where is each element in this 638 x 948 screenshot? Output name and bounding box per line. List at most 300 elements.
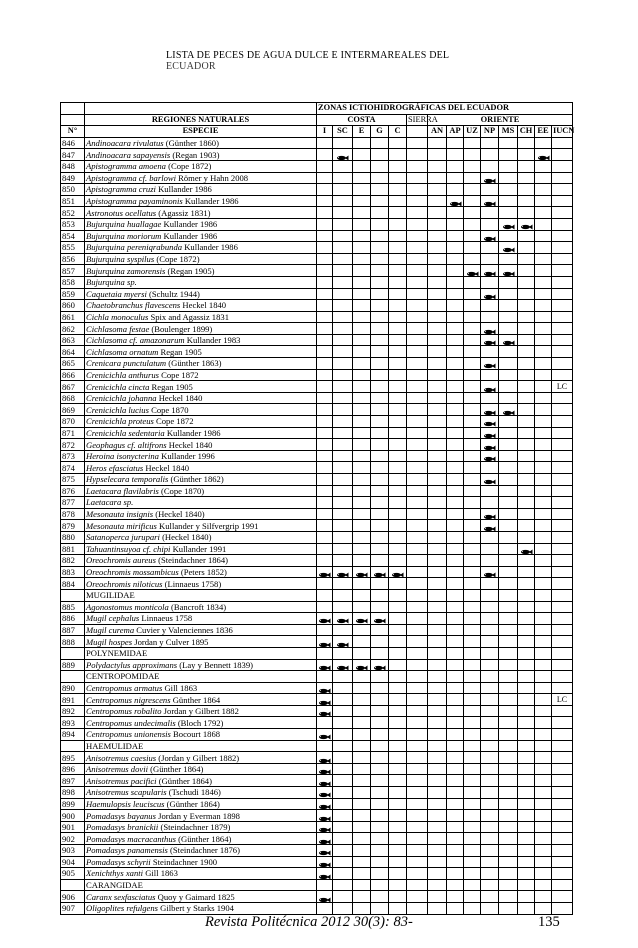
zone-cell [518, 416, 535, 428]
zone-cell [535, 334, 552, 346]
zone-cell [535, 276, 552, 288]
fish-presence-icon [355, 616, 368, 622]
zone-cell [371, 265, 389, 277]
zone-cell [464, 288, 481, 300]
iucn-status [552, 868, 573, 880]
species-cell [85, 300, 317, 312]
species-number: 893 [61, 717, 85, 729]
zone-cell [353, 381, 371, 393]
species-cell [85, 810, 317, 822]
zone-cell [535, 149, 552, 161]
zone-cell [317, 218, 333, 230]
species-row [61, 485, 573, 497]
fish-presence-icon [502, 269, 515, 275]
zone-column-header: AP [447, 126, 464, 138]
zone-cell [371, 149, 389, 161]
zone-cell [447, 439, 464, 451]
species-number: 884 [61, 578, 85, 590]
zone-cell [535, 508, 552, 520]
zone-cell [499, 207, 518, 219]
zone-cell [464, 323, 481, 335]
zone-cell [389, 555, 407, 567]
scientific-name: Cichlasoma festae [86, 323, 150, 334]
iucn-status [552, 659, 573, 671]
zone-cell [447, 682, 464, 694]
zone-cell [371, 485, 389, 497]
species-number: 859 [61, 288, 85, 300]
zone-cell [371, 253, 389, 265]
zone-cell [447, 184, 464, 196]
zone-cell [371, 230, 389, 242]
zone-cell [407, 601, 428, 613]
zone-cell [317, 381, 333, 393]
zone-cell [481, 520, 499, 532]
zone-cell [333, 450, 353, 462]
scientific-name: Centropomus robalito [86, 706, 162, 717]
iucn-status [552, 404, 573, 416]
fish-presence-icon [483, 431, 496, 437]
zone-cell [317, 195, 333, 207]
zone-cell [499, 856, 518, 868]
species-author: Gilbert y Starks 1904 [158, 903, 234, 914]
species-author: Kullander 1996 [158, 451, 215, 462]
zone-cell [371, 531, 389, 543]
scientific-name: Chaetobranchus flavescens [86, 300, 181, 311]
zone-cell [499, 833, 518, 845]
zone-cell [428, 694, 447, 706]
zone-cell [428, 636, 447, 648]
zone-cell [535, 404, 552, 416]
iucn-status [552, 775, 573, 787]
zone-cell [518, 474, 535, 486]
zone-cell [353, 891, 371, 903]
zone-cell [333, 439, 353, 451]
zone-cell [481, 253, 499, 265]
zone-cell [447, 787, 464, 799]
zone-cell [407, 358, 428, 370]
zone-cell [353, 172, 371, 184]
iucn-status [552, 636, 573, 648]
species-row [61, 404, 573, 416]
iucn-status [552, 346, 573, 358]
zone-cell [407, 381, 428, 393]
species-author: (Bancroft 1834) [168, 601, 227, 612]
iucn-status [552, 334, 573, 346]
zone-cell [333, 207, 353, 219]
zone-cell [333, 601, 353, 613]
species-cell [85, 624, 317, 636]
zone-cell [428, 543, 447, 555]
iucn-status [552, 195, 573, 207]
species-row [61, 358, 573, 370]
zone-cell [317, 242, 333, 254]
zone-cell [353, 184, 371, 196]
species-number: 869 [61, 404, 85, 416]
zone-cell [481, 868, 499, 880]
zone-cell [333, 253, 353, 265]
iucn-status [552, 717, 573, 729]
zone-cell [464, 497, 481, 509]
zone-cell [389, 265, 407, 277]
species-cell [85, 578, 317, 590]
zone-cell [447, 694, 464, 706]
zone-cell [518, 358, 535, 370]
zone-cell [317, 450, 333, 462]
scientific-name: Oreochromis mossambicus [86, 567, 179, 578]
zone-cell [353, 218, 371, 230]
species-number: 881 [61, 543, 85, 555]
zone-cell [428, 531, 447, 543]
zone-cell [407, 450, 428, 462]
scientific-name: Cichlasoma cf. amazonarum [86, 335, 185, 346]
zone-cell [428, 485, 447, 497]
fish-presence-icon [318, 767, 331, 773]
zone-cell [535, 172, 552, 184]
zone-cell [371, 474, 389, 486]
zone-cell [317, 821, 333, 833]
species-number: 903 [61, 845, 85, 857]
zone-cell [464, 508, 481, 520]
zone-cell [535, 578, 552, 590]
zone-cell [333, 566, 353, 578]
zone-cell [389, 160, 407, 172]
species-number: 850 [61, 184, 85, 196]
zone-cell [353, 682, 371, 694]
zone-cell [481, 172, 499, 184]
zone-cell [518, 868, 535, 880]
zone-cell [371, 207, 389, 219]
scientific-name: Centropomus armatus [86, 682, 163, 693]
zone-cell [535, 346, 552, 358]
zone-cell [428, 902, 447, 914]
family-row [61, 671, 573, 683]
zone-cell [428, 659, 447, 671]
fish-presence-icon [483, 419, 496, 425]
fish-presence-icon [483, 477, 496, 483]
scientific-name: Satanoperca jurupari [86, 532, 160, 543]
zone-cell [518, 288, 535, 300]
zone-cell [389, 636, 407, 648]
zone-cell [481, 555, 499, 567]
species-number: 863 [61, 334, 85, 346]
species-number: 904 [61, 856, 85, 868]
family-row [61, 647, 573, 659]
zone-cell [499, 520, 518, 532]
zone-cell [407, 787, 428, 799]
zone-cell [518, 346, 535, 358]
zone-cell [333, 160, 353, 172]
species-row [61, 172, 573, 184]
fish-presence-icon [318, 779, 331, 785]
zone-cell [499, 230, 518, 242]
zone-cell [389, 787, 407, 799]
coast-label: COSTA [317, 114, 407, 126]
zone-cell [464, 787, 481, 799]
zone-cell [371, 775, 389, 787]
zone-cell [389, 311, 407, 323]
zone-cell [464, 555, 481, 567]
zone-cell [535, 392, 552, 404]
zone-cell [407, 868, 428, 880]
zone-cell [389, 729, 407, 741]
species-number: 864 [61, 346, 85, 358]
zone-cell [481, 682, 499, 694]
zone-cell [447, 218, 464, 230]
zone-cell [518, 787, 535, 799]
species-number: 866 [61, 369, 85, 381]
zone-cell [407, 845, 428, 857]
zone-cell [317, 775, 333, 787]
species-number: 891 [61, 694, 85, 706]
zone-cell [353, 462, 371, 474]
zone-cell [317, 230, 333, 242]
iucn-status [552, 682, 573, 694]
zone-cell [407, 810, 428, 822]
species-cell [85, 276, 317, 288]
zone-cell [518, 137, 535, 149]
zone-cell [333, 729, 353, 741]
scientific-name: Apistogramma payaminonis [86, 196, 183, 207]
zone-cell [371, 520, 389, 532]
zone-cell [407, 705, 428, 717]
zone-cell [499, 485, 518, 497]
zone-cell [464, 230, 481, 242]
zone-cell [389, 230, 407, 242]
zone-cell [389, 659, 407, 671]
species-author: Kullander 1986 [182, 242, 238, 253]
species-number: 858 [61, 276, 85, 288]
species-row [61, 856, 573, 868]
zone-cell [317, 717, 333, 729]
zone-cell [481, 369, 499, 381]
scientific-name: Anisotremus pacifici [86, 775, 157, 786]
scientific-name: Centropomus unionensis [86, 729, 171, 740]
species-author: (Regan 1905) [165, 265, 215, 276]
zone-cell [333, 624, 353, 636]
zone-cell [518, 439, 535, 451]
zone-cell [353, 311, 371, 323]
scientific-name: Oreochromis aureus [86, 555, 156, 566]
zone-cell [447, 323, 464, 335]
species-cell [85, 775, 317, 787]
zone-cell [535, 323, 552, 335]
zone-cell [407, 311, 428, 323]
family-name: MUGILIDAE [85, 589, 317, 601]
species-row [61, 253, 573, 265]
zone-cell [481, 729, 499, 741]
zone-cell [499, 404, 518, 416]
iucn-status [552, 392, 573, 404]
fish-presence-icon [318, 825, 331, 831]
zone-cell [499, 798, 518, 810]
scientific-name: Bujurquina sp. [86, 277, 137, 288]
zone-cell [333, 613, 353, 625]
species-cell [85, 137, 317, 149]
zone-cell [389, 717, 407, 729]
zone-cell [333, 705, 353, 717]
zone-cell [535, 242, 552, 254]
regions-header-row [61, 114, 573, 126]
zone-cell [464, 427, 481, 439]
species-cell [85, 346, 317, 358]
zone-cell [317, 833, 333, 845]
zone-cell [317, 787, 333, 799]
species-cell [85, 462, 317, 474]
zone-cell [389, 195, 407, 207]
zone-cell [333, 856, 353, 868]
zone-cell [481, 624, 499, 636]
species-cell [85, 821, 317, 833]
zone-cell [499, 868, 518, 880]
zone-cell [518, 555, 535, 567]
zone-cell [447, 358, 464, 370]
zone-cell [389, 798, 407, 810]
iucn-status [552, 172, 573, 184]
zone-cell [371, 555, 389, 567]
zone-cell [447, 137, 464, 149]
species-number: 892 [61, 705, 85, 717]
scientific-name: Mugil curema [86, 625, 135, 636]
zone-cell [371, 891, 389, 903]
species-cell [85, 845, 317, 857]
scientific-name: Mugil cephalus [86, 613, 140, 624]
fish-presence-icon [318, 732, 331, 738]
species-author: Römer y Hahn 2008 [176, 172, 249, 183]
zone-cell [353, 149, 371, 161]
zone-cell [317, 694, 333, 706]
zone-cell [499, 311, 518, 323]
zone-cell [535, 137, 552, 149]
iucn-status [552, 416, 573, 428]
zone-cell [428, 856, 447, 868]
zone-cell [389, 763, 407, 775]
species-cell [85, 381, 317, 393]
zone-cell [317, 323, 333, 335]
iucn-status [552, 891, 573, 903]
iucn-status [552, 300, 573, 312]
zone-cell [389, 218, 407, 230]
zone-cell [464, 821, 481, 833]
species-column-header: ESPECIE [85, 126, 317, 138]
zone-cell [389, 578, 407, 590]
zone-cell [481, 578, 499, 590]
species-author: (Linnaeus 1758) [162, 578, 222, 589]
species-author: Bocourt 1868 [170, 729, 221, 740]
zone-cell [317, 149, 333, 161]
zone-cell [317, 485, 333, 497]
zone-cell [371, 497, 389, 509]
zone-cell [464, 636, 481, 648]
zone-cell [428, 613, 447, 625]
zone-cell [371, 543, 389, 555]
scientific-name: Bujurquina syspilus [86, 254, 155, 265]
species-author: Kullander 1986 [161, 219, 218, 230]
species-author: (Günther 1864) [156, 775, 212, 786]
species-number: 894 [61, 729, 85, 741]
species-row [61, 439, 573, 451]
zone-cell [333, 184, 353, 196]
species-author: Kullander y Silfvergrip 1991 [156, 520, 259, 531]
species-author: Cope 1872 [153, 416, 194, 427]
zone-cell [389, 508, 407, 520]
zone-cell [371, 810, 389, 822]
species-number: 900 [61, 810, 85, 822]
zone-cell [407, 763, 428, 775]
zone-cell [499, 195, 518, 207]
zone-column-header: E [353, 126, 371, 138]
zone-cell [518, 717, 535, 729]
zone-cell [499, 369, 518, 381]
zone-cell [407, 821, 428, 833]
zone-cell [353, 195, 371, 207]
zone-cell [353, 531, 371, 543]
zone-cell [389, 810, 407, 822]
zone-cell [317, 763, 333, 775]
zone-cell [371, 682, 389, 694]
zone-cell [389, 775, 407, 787]
columns-header-row [61, 126, 573, 138]
species-cell [85, 613, 317, 625]
zone-cell [447, 172, 464, 184]
species-author: Gill 1863 [162, 682, 198, 693]
fish-presence-icon [483, 234, 496, 240]
zone-cell [428, 369, 447, 381]
species-number: 865 [61, 358, 85, 370]
fish-presence-icon [318, 837, 331, 843]
zone-cell [317, 207, 333, 219]
zone-cell [371, 578, 389, 590]
species-cell [85, 450, 317, 462]
zone-cell [481, 833, 499, 845]
zone-cell [499, 497, 518, 509]
zone-cell [371, 624, 389, 636]
scientific-name: Apistogramma cruzi [86, 184, 156, 195]
zone-cell [333, 485, 353, 497]
zone-cell [464, 369, 481, 381]
zone-cell [535, 288, 552, 300]
iucn-status [552, 821, 573, 833]
zone-cell [535, 868, 552, 880]
zone-cell [447, 207, 464, 219]
zone-cell [518, 798, 535, 810]
species-author: (Cope 1870) [158, 485, 205, 496]
fish-presence-icon [373, 570, 386, 576]
zone-cell [535, 474, 552, 486]
species-row [61, 636, 573, 648]
zone-cell [481, 717, 499, 729]
zone-cell [499, 821, 518, 833]
zone-cell [317, 346, 333, 358]
zone-cell [353, 346, 371, 358]
species-cell [85, 729, 317, 741]
iucn-status [552, 358, 573, 370]
zone-cell [353, 242, 371, 254]
zone-cell [407, 253, 428, 265]
zone-cell [428, 392, 447, 404]
zone-cell [428, 705, 447, 717]
zone-cell [499, 381, 518, 393]
zone-cell [389, 474, 407, 486]
zone-cell [353, 717, 371, 729]
species-cell [85, 902, 317, 914]
zone-cell [535, 160, 552, 172]
iucn-status [552, 369, 573, 381]
zone-cell [407, 346, 428, 358]
zone-cell [518, 369, 535, 381]
zone-cell [353, 694, 371, 706]
zone-cell [481, 334, 499, 346]
iucn-status [552, 624, 573, 636]
